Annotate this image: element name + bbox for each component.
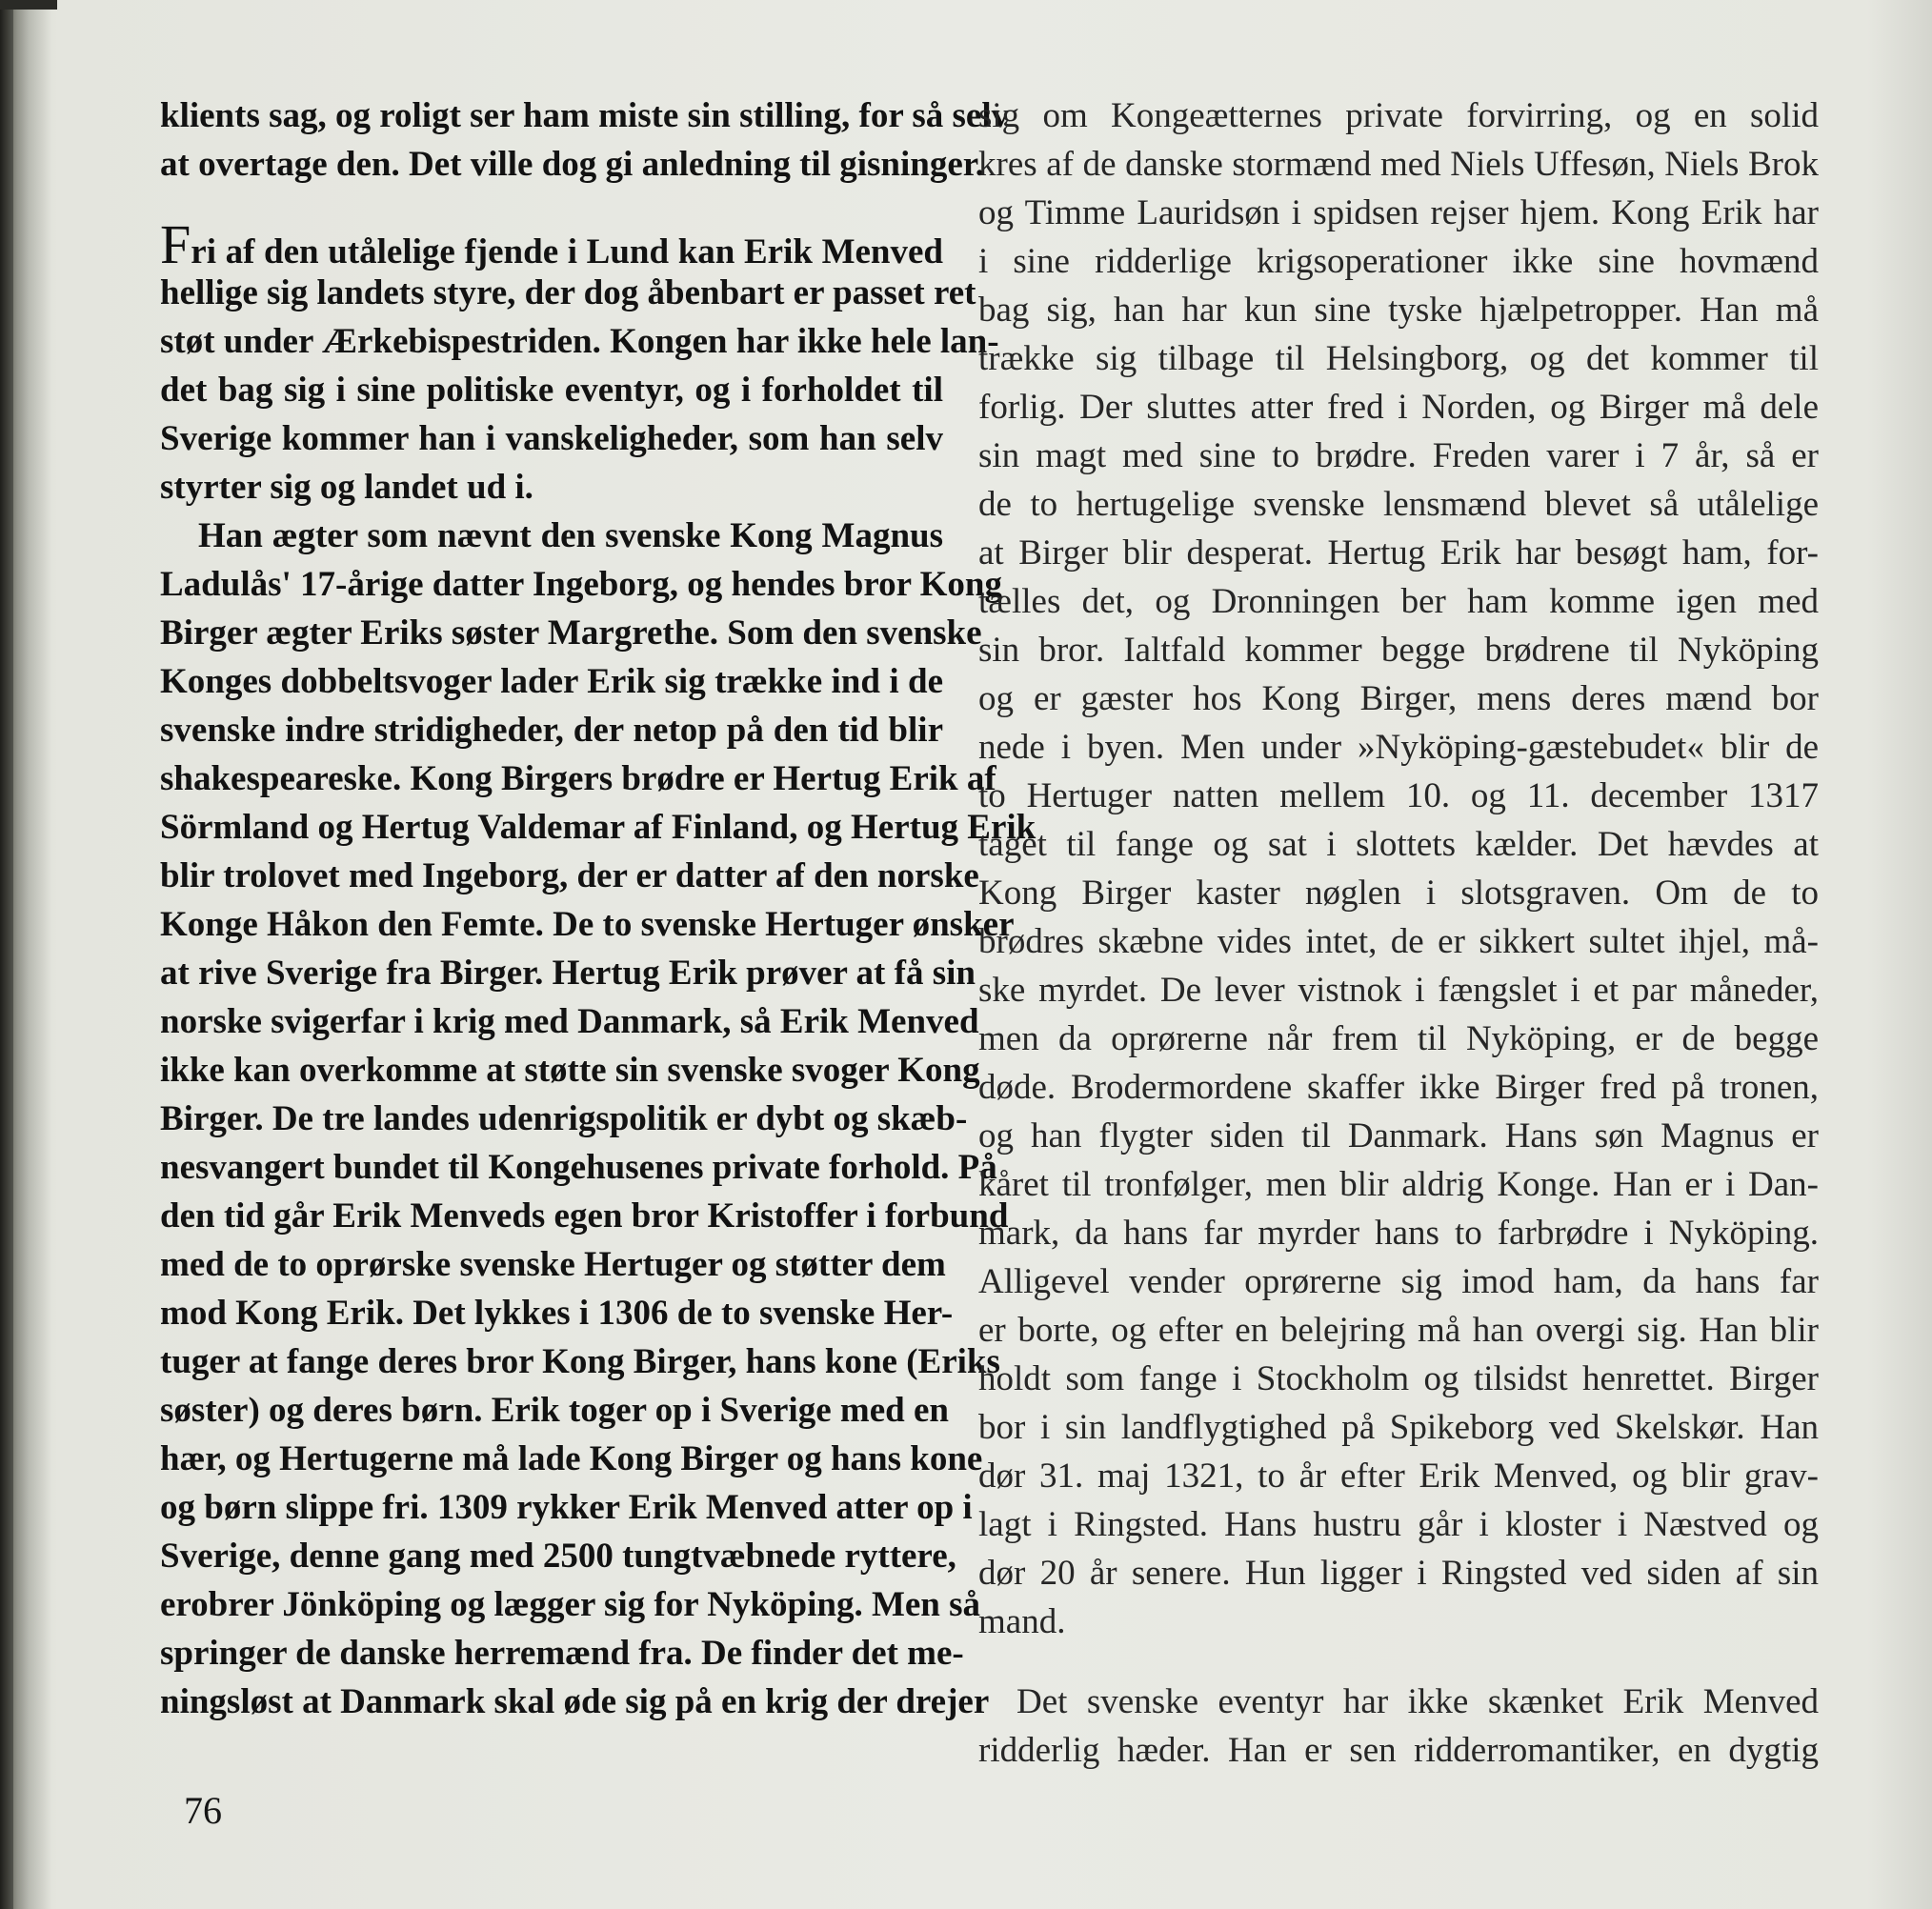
line-text: Det svenske eventyr har ikke skænket Erik Menved	[1016, 1682, 1819, 1721]
line-text: i sine ridderlige krigsoperationer ikke sine hovmænd	[978, 242, 1819, 281]
line-text: ske myrdet. De lever vistnok i fængslet i et par måneder,	[978, 971, 1819, 1010]
text-line	[160, 1678, 990, 1726]
line-text: mark, da hans far myrder hans to farbrødre i Nyköping.	[978, 1214, 1819, 1253]
line-text: at Birger blir desperat. Hertug Erik har besøgt ham, for-	[978, 533, 1819, 573]
line-text: norske svigerfar i krig med Danmark, så Erik Menved	[160, 1002, 979, 1041]
text-line	[160, 657, 943, 706]
text-line	[978, 1306, 1819, 1355]
line-text: forlig. Der sluttes atter fred i Norden, og Birger må dele	[978, 388, 1819, 427]
text-line	[160, 269, 976, 317]
text-line	[160, 900, 1015, 949]
text-line	[160, 512, 943, 560]
text-line	[978, 1063, 1819, 1112]
line-text: bag sig, han har kun sine tyske hjælpetropper. Han må	[978, 291, 1819, 330]
text-line	[978, 1160, 1819, 1209]
text-line	[978, 1500, 1819, 1549]
text-line	[978, 334, 1819, 383]
line-text: er borte, og efter en belejring må han overgi sig. Han blir	[978, 1311, 1819, 1350]
text-line	[160, 754, 996, 803]
text-line	[160, 1386, 949, 1435]
line-text: brødres skæbne vides intet, de er sikkert sultet ihjel, må-	[978, 922, 1819, 961]
line-text: bor i sin landflygtighed på Spikeborg ved Skelskør. Han	[978, 1408, 1819, 1447]
line-text: støt under Ærkebispestriden. Kongen har ikke hele lan-	[160, 322, 999, 361]
line-text: Sverige, denne gang med 2500 tungtvæbnede ryttere,	[160, 1537, 956, 1576]
text-line	[160, 1289, 954, 1337]
text-line	[978, 869, 1819, 917]
text-line	[978, 140, 1819, 189]
text-line	[160, 1192, 1009, 1240]
text-line	[160, 852, 979, 900]
text-line	[978, 1015, 1819, 1063]
line-text: styrter sig og landet ud i.	[160, 468, 533, 507]
text-line	[978, 1452, 1819, 1500]
line-text: nesvangert bundet til Kongehusenes private forhold. På	[160, 1148, 997, 1187]
text-line	[978, 723, 1819, 772]
text-line	[978, 480, 1819, 529]
text-line	[978, 1549, 1819, 1598]
line-text: taget til fange og sat i slottets kælder. Det hævdes at	[978, 825, 1819, 864]
text-line	[978, 820, 1819, 869]
line-text: dør 31. maj 1321, to år efter Erik Menved, og blir grav-	[978, 1457, 1819, 1496]
text-line	[160, 463, 943, 512]
gutter-shadow	[13, 0, 51, 1909]
line-text: kres af de danske stormænd med Niels Uffesøn, Niels Brok	[978, 145, 1819, 184]
text-line	[978, 626, 1819, 674]
right-text-column	[978, 91, 1819, 1775]
line-text: erobrer Jönköping og lægger sig for Nyköping. Men så	[160, 1585, 981, 1624]
line-text: Alligevel vender oprørerne sig imod ham, da hans far	[978, 1262, 1819, 1301]
line-text: hellige sig landets styre, der dog åbenbart er passet ret	[160, 273, 976, 312]
text-line	[160, 1046, 980, 1095]
line-text: Birger ægter Eriks søster Margrethe. Som den svenske	[160, 613, 982, 653]
text-line	[160, 366, 943, 414]
text-line	[978, 286, 1819, 334]
text-line	[978, 237, 1819, 286]
text-line	[160, 1629, 964, 1678]
line-text: Han ægter som nævnt den svenske Kong Magnus	[198, 516, 943, 555]
line-text: ridderlig hæder. Han er sen ridderromantiker, en dygtig	[978, 1731, 1819, 1770]
text-line	[978, 577, 1819, 626]
text-line	[160, 140, 985, 189]
line-text: de to hertugelige svenske lensmænd blevet så utålelige	[978, 485, 1819, 524]
text-line	[978, 1257, 1819, 1306]
line-text: men da oprørerne når frem til Nyköping, er de begge	[978, 1019, 1819, 1058]
text-line	[978, 1678, 1819, 1726]
line-text: Konges dobbeltsvoger lader Erik sig trække ind i de	[160, 662, 943, 701]
text-line	[978, 772, 1819, 820]
text-line	[160, 609, 982, 657]
text-line	[160, 803, 1036, 852]
page-number: 76	[184, 1789, 222, 1832]
line-text: og er gæster hos Kong Birger, mens deres mænd bor	[978, 679, 1819, 718]
line-text: tuger at fange deres bror Kong Birger, hans kone (Eriks	[160, 1342, 1000, 1381]
line-text: tælles det, og Dronningen ber ham komme igen med	[978, 582, 1819, 621]
line-text: holdt som fange i Stockholm og tilsidst henrettet. Birger	[978, 1359, 1819, 1398]
line-text: nede i byen. Men under »Nyköping-gæstebudet« blir de	[978, 728, 1819, 767]
line-text: søster) og deres børn. Erik toger op i Sverige med en	[160, 1391, 949, 1430]
line-text: at overtage den. Det ville dog gi anledning til gisninger.	[160, 145, 985, 184]
line-text: sig om Kongeætternes private forvirring, og en solid	[978, 96, 1819, 135]
line-text: mand.	[978, 1602, 1066, 1641]
line-text: kåret til tronfølger, men blir aldrig Konge. Han er i Dan-	[978, 1165, 1819, 1204]
line-text: sin bror. Ialtfald kommer begge brødrene til Nyköping	[978, 631, 1819, 670]
text-line	[160, 560, 1002, 609]
text-line	[978, 432, 1819, 480]
line-text: ikke kan overkomme at støtte sin svenske svoger Kong	[160, 1051, 980, 1090]
line-text: og han flygter siden til Danmark. Hans søn Magnus er	[978, 1116, 1819, 1155]
line-text: Ladulås' 17-årige datter Ingeborg, og hendes bror Kong	[160, 565, 1002, 604]
line-text: Sörmland og Hertug Valdemar af Finland, og Hertug Erik	[160, 808, 1036, 847]
text-line	[978, 1209, 1819, 1257]
text-line	[978, 529, 1819, 577]
text-line	[160, 1532, 956, 1580]
text-line	[978, 1355, 1819, 1403]
text-line	[160, 1435, 983, 1483]
text-line	[978, 189, 1819, 237]
line-text: Konge Håkon den Femte. De to svenske Hertuger ønsker	[160, 905, 1015, 944]
text-line	[160, 317, 999, 366]
line-text: Sverige kommer han i vanskeligheder, som han selv	[160, 419, 943, 458]
line-text: den tid går Erik Menveds egen bror Kristoffer i forbund	[160, 1196, 1009, 1236]
text-line	[160, 1580, 981, 1629]
line-text: det bag sig i sine politiske eventyr, og i forholdet til	[160, 371, 943, 410]
line-text: dør 20 år senere. Hun ligger i Ringsted ved siden af sin	[978, 1554, 1819, 1593]
book-spine	[0, 0, 13, 1909]
line-text: trække sig tilbage til Helsingborg, og det kommer til	[978, 339, 1819, 378]
text-line	[160, 91, 1010, 140]
text-line	[978, 383, 1819, 432]
text-line	[978, 1598, 1819, 1646]
text-line	[978, 1726, 1819, 1775]
text-line	[160, 1240, 946, 1289]
line-text: Birger. De tre landes udenrigspolitik er dybt og skæb-	[160, 1099, 968, 1138]
text-line	[160, 949, 976, 997]
line-text: sin magt med sine to brødre. Freden varer i 7 år, så er	[978, 436, 1819, 475]
text-line	[160, 414, 943, 463]
drop-cap: F	[160, 213, 191, 275]
line-text: ri af den utålelige fjende i Lund kan Erik Menved	[191, 232, 943, 271]
text-line	[160, 706, 943, 754]
text-line	[160, 997, 979, 1046]
line-text: klients sag, og roligt ser ham miste sin stilling, for så selv	[160, 96, 1010, 135]
line-text: og børn slippe fri. 1309 rykker Erik Menved atter op i	[160, 1488, 973, 1527]
line-text: med de to oprørske svenske Hertuger og støtter dem	[160, 1245, 946, 1284]
line-text: lagt i Ringsted. Hans hustru går i kloster i Næstved og	[978, 1505, 1819, 1544]
text-line	[978, 1112, 1819, 1160]
text-line	[160, 1483, 973, 1532]
line-text: og Timme Lauridsøn i spidsen rejser hjem. Kong Erik har	[978, 193, 1819, 232]
line-text: døde. Brodermordene skaffer ikke Birger fred på tronen,	[978, 1068, 1819, 1107]
text-line	[978, 966, 1819, 1015]
text-line	[978, 674, 1819, 723]
line-text: hær, og Hertugerne må lade Kong Birger og hans kone	[160, 1439, 983, 1478]
text-line	[160, 1095, 968, 1143]
scan-edge-mark	[0, 0, 57, 10]
line-text: blir trolovet med Ingeborg, der er datter af den norske	[160, 856, 979, 895]
line-text: svenske indre stridigheder, der netop på den tid blir	[160, 711, 943, 750]
line-text: springer de danske herremænd fra. De finder det me-	[160, 1634, 964, 1673]
text-line	[978, 917, 1819, 966]
line-text: ningsløst at Danmark skal øde sig på en krig der drejer	[160, 1682, 990, 1721]
line-text: shakespeareske. Kong Birgers brødre er Hertug Erik af	[160, 759, 996, 798]
text-line	[978, 1403, 1819, 1452]
text-line	[160, 1337, 1000, 1386]
text-line	[978, 91, 1819, 140]
text-line	[160, 213, 943, 275]
line-text: to Hertuger natten mellem 10. og 11. december 1317	[978, 776, 1819, 815]
line-text: Kong Birger kaster nøglen i slotsgraven. Om de to	[978, 874, 1819, 913]
line-text: mod Kong Erik. Det lykkes i 1306 de to svenske Her-	[160, 1294, 954, 1333]
line-text: at rive Sverige fra Birger. Hertug Erik prøver at få sin	[160, 954, 976, 993]
text-line	[160, 1143, 997, 1192]
